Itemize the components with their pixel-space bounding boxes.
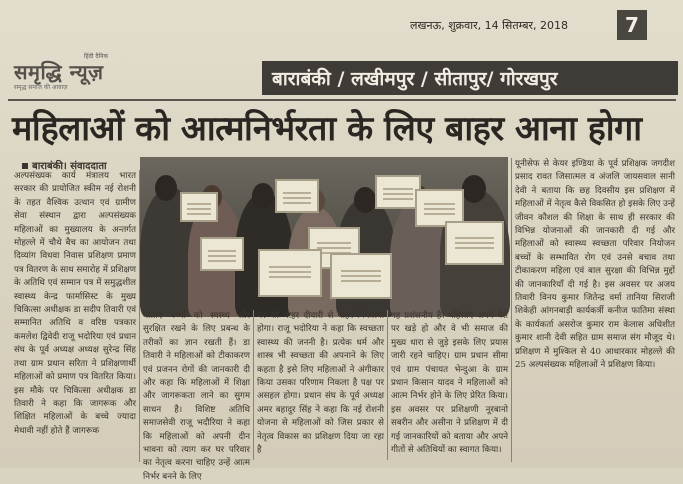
photo-certificate [200, 237, 244, 271]
masthead-divider [8, 99, 676, 101]
article-column-1: अल्पसंख्यक कार्य मंत्रालय भारत सरकार की प्रायोजित स्कीम नई रोशनी के तहत वैश्विक उत्थान एवं ग्रामीण सेवा संस्थान द्वारा अल्पसंख्यक महिलाओं का मुख्यालय के अन्तर्गत मोहल्ले में चौथे बैच का आयोजन तथा दिव्यांग विधवा निवास प्रशिक्षण प्रमाण पत्र वितरण के साथ समारोह में प्रशिक्षण के अतिथि एवं सम्मान पत्र में समुद्धशील स्वास्थ्य केन्द्र फार्मासिस्ट के मुख्य चिकित्सा अधीक्षक डा सदीप तिवारी एवं सम्मानित अतिथि व वरिष्ठ पत्रकार कमलेश द्विवेदी राजू भदोरिया एवं प्रधान संघ के पूर्व अध्यक्ष अध्यक्ष सुरेन्द्र सिंह तथा ग्राम प्रधान सरिता ने प्रशिक्षणार्थी महिलाओं को प्रमाण पत्र वितरित किया। इस मौके पर चिकित्सा अधीक्षक डा तिवारी ने कहा कि जागरूक और शिक्षित महिलाओं के बच्चे ज्यादा मेधावी नहीं होते हैं जागरूक [14, 171, 136, 436]
byline-bullet-icon [22, 163, 28, 169]
column-rule [253, 310, 254, 460]
photo-certificate [258, 249, 322, 297]
article-column-3: घर की चाहर दीवारी से बाहर निकलना होगा। राजू भदोरिया ने कहा कि स्वच्छता स्वास्थ्य की जननी है। प्रत्येक धर्म और शास्त्र भी स्वच्छता की अपनाने के लिए कहता है इसे लिए महिलाओं ने अंगीकार किया उसका परिणाम निकला है पक्ष पर असहल होगा। प्रधान संघ के पूर्व अध्यक्ष अमर बहादुर सिंह ने कहा कि नई रोशनी योजना से महिलाओं को जिस प्रकार से नेतृत्व विकास का प्रशिक्षण दिया जा रहा है [257, 311, 384, 456]
issue-date: लखनऊ, शुक्रवार, 14 सितम्बर, 2018 [410, 19, 568, 32]
photo-certificate [275, 179, 319, 213]
article-headline: महिलाओं को आत्मनिर्भरता के लिए बाहर आना होगा [12, 109, 642, 149]
photo-head [462, 175, 486, 203]
column-rule [387, 310, 388, 460]
photo-certificate [445, 221, 504, 265]
photo-head [354, 187, 376, 213]
photo-certificate [180, 192, 218, 222]
photo-head [252, 183, 274, 209]
photo-head [155, 175, 177, 201]
logo-name: समृद्धि न्यूज़ [14, 60, 104, 84]
photo-certificate [330, 253, 392, 299]
region-banner: बाराबंकी / लखीमपुर / सीतापुर/ गोरखपुर [262, 61, 678, 95]
logo-prelabel: हिंदी दैनिक [84, 53, 109, 60]
column-rule [511, 158, 512, 462]
logo-tagline: समृद्ध समाज की आवाज़ [14, 84, 68, 91]
masthead-logo [14, 53, 132, 98]
article-photo [140, 157, 508, 307]
byline-text: बाराबंकी। संवाददाता [32, 161, 107, 172]
article-column-5: यूनीसेफ से केयर इण्डिया के पूर्व प्रशिक्षक जगदीश प्रसाद रावत जिसात्मल व अंजलि जायसवाल सानी देवी ने बताया कि छह दिवसीय इस प्रशिक्षण में महिलाओं में नेतृत्व कैसे विकसित हो इसके लिए उन्हें जीवन कौशल की शिक्षा के साथ ही सरकार की विभिन्न योजनाओं की जानकारी दी गई और महिलाओं को स्वास्थ्य स्वच्छता परिवार नियोजन बच्चों के सम्भावित रोग एवं उनसे बचाव तथा टीकाकरण महिला एवं बाल सुरक्षा की विभिन्न मुद्दों की जानकारियाँ दी गई है। इस अवसर पर अजय तिवारी विनय कुमार जितेन्द्र वर्मा तानिया सिराजी शिकेही आंगनबाड़ी कार्यकर्त्री कनीज फातिमा संस्था के कार्यकर्ता असरोज कुमार राम केलास अधिशीत कुमार शानी देवी सहित ग्राम समाज संग मौजूद थे। प्रशिक्षण में मुश्किल से 40 आधारकार मोहल्ले की 25 अल्पसंख्यक महिलाओं ने प्रशिक्षण किया। [515, 159, 675, 371]
article-column-2: माताएं बच्चों को स्वस्थ्य और सुरक्षित रखने के लिए प्रबन्ध के तरीकों का ज्ञान रखती हैं। डा तिवारी ने महिलाओं को टीकाकरण एवं प्रजनन रोगों की जानकारी दी और कहा कि महिलाओं में शिक्षा और जागरूकता लाने का सुगम साधन है। विशिष्ट अतिथि समाजसेवी राजू भदौरिया ने कहा कि महिलाओं को अपनी दीन भावना को त्याग कर घर परिवार का नेतृत्व करना चाहिए उन्हें आत्म निर्भर बनने के लिए [143, 311, 250, 482]
article-column-4: वह प्रशंसनीय है। महिलाएं अपने पैरों पर खड़े हो और वे भी समाज की मुख्य धारा से जुड़े इसके लिए प्रयास जारी रहने चाहिए। ग्राम प्रधान सीमा एवं ग्राम पंचायत भेन्दुआ के ग्राम प्रधान किसान यादव ने महिलाओं को आत्म निर्भर होने के लिए प्रेरित किया। इस अवसर पर प्रशिक्षणी नूरबानो सबरीन और असीना ने प्रशिक्षण में दी गई जानकारियों को बताया और अपने गीतों से अतिथियों का स्वागत किया। [391, 311, 508, 456]
page-number: 7 [617, 10, 647, 40]
